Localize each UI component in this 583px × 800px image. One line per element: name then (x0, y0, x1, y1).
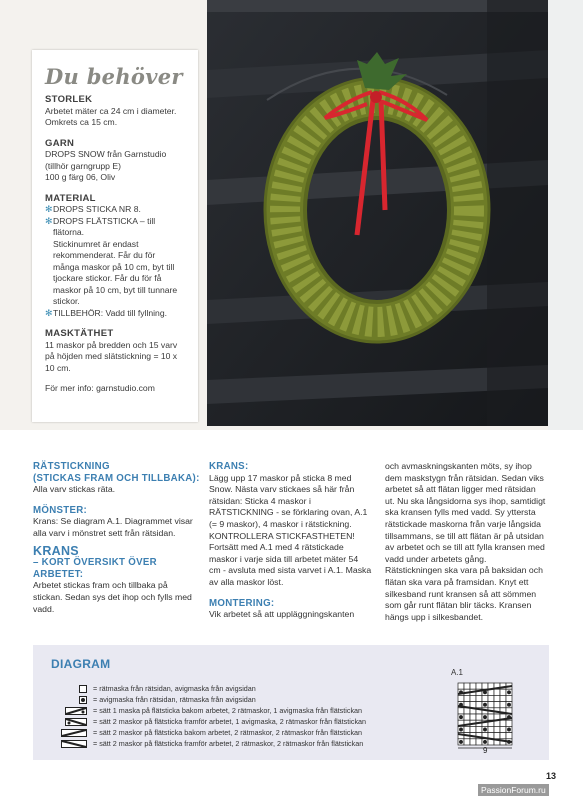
chart-cell (488, 726, 494, 732)
legend-text: = rätmaska från rätsidan, avigmaska från avigsidan (93, 684, 256, 693)
column-3 (385, 461, 550, 623)
body-text: och avmaskningskanten möts, sy ihop (385, 461, 532, 471)
asterisk-icon: ✻ (45, 307, 53, 318)
chart-width-label: 9 (483, 746, 488, 754)
body-text: arbetet så att flätan ligger med rätsidan (385, 484, 536, 495)
size-line: Arbetet mäter ca 24 cm i diameter. (45, 105, 177, 116)
yarn-heading: GARN (45, 137, 75, 149)
materials-card (32, 50, 198, 422)
material-text: stickor. (53, 296, 80, 306)
body-text: ut. Nu ska långsidorna sys ihop, samtidigt (385, 495, 546, 506)
legend-row (51, 694, 441, 705)
body-text: alla varv i mönstret sett från rätsidan. (33, 527, 176, 538)
cable-back-3-icon (51, 707, 93, 715)
body-text: flätan ska vara på framsidan. Knyt ett (385, 576, 529, 587)
chart-cell (506, 720, 512, 726)
body-text: Vik arbetet så att uppläggningskanten (209, 609, 355, 620)
body-text: Alla varv stickas räta. (33, 484, 116, 495)
body-text: Arbetet stickas fram och tillbaka på (33, 580, 168, 591)
body-text: silkesband runt kransen så att sömmen (385, 588, 537, 599)
chart-cell (464, 714, 470, 720)
chart-cell (458, 683, 464, 689)
legend-row (51, 716, 441, 727)
pattern-heading: MÖNSTER: (33, 504, 88, 516)
body-text: rätstickade maskorna från varje långsida (385, 518, 541, 529)
chart-cell (458, 695, 464, 701)
chart-cell (470, 714, 476, 720)
chart-cell (494, 689, 500, 695)
chart-cell (464, 726, 470, 732)
legend-row (51, 727, 441, 738)
chart-cell (488, 714, 494, 720)
chart-cell (488, 702, 494, 708)
chart-cell (470, 702, 476, 708)
yarn-line: DROPS SNOW från Garnstudio (45, 149, 167, 159)
chart-cell (470, 726, 476, 732)
chart-cell (482, 695, 488, 701)
cable-front-3-icon (51, 718, 93, 726)
body-text: stickan. Sedan sys det ihop och fylls med (33, 591, 192, 602)
gauge-line: 10 cm. (45, 362, 71, 373)
legend-row (51, 683, 441, 694)
body-text: Fortsätt med A.1 med 4 rätstickade (209, 542, 344, 553)
chart-cell (464, 683, 470, 689)
page-edge-strip (548, 0, 583, 430)
material-text: flätorna. (53, 227, 85, 237)
material-text: TILLBEHÖR: Vadd till fyllning. (53, 307, 167, 318)
garter-subheading: (STICKAS FRAM OCH TILLBAKA): (33, 472, 200, 484)
body-text: Lägg upp 17 maskor på sticka 8 med (209, 472, 352, 483)
purl-dot (483, 728, 486, 731)
cable-back-4-icon (51, 729, 93, 737)
body-text: cm - avsluta med sista varvet i A.1. Maska (209, 565, 372, 576)
column-1 (33, 461, 203, 615)
material-item (45, 204, 193, 216)
body-text: dem maskstygn från rätsidan. Sedan viks (385, 472, 544, 483)
page-number: 13 (546, 771, 557, 781)
material-text: rekommenderat. Får du för (53, 250, 156, 260)
wreath-heading: KRANS (33, 543, 79, 558)
chart-cell (494, 726, 500, 732)
chart-cell (500, 689, 506, 695)
chart-cell (464, 708, 470, 714)
body-text: RÄTSTICKNING - se förklaring ovan, A.1 (209, 507, 368, 518)
purl-dot (459, 716, 462, 719)
knit-symbol-icon (51, 685, 93, 693)
purl-dot (483, 740, 486, 743)
purl-dot (483, 691, 486, 694)
body-text: som går runt flätan blir täcks. Kransen (385, 600, 532, 611)
purl-dot (507, 691, 510, 694)
chart-cell (494, 702, 500, 708)
chart-cell (476, 714, 482, 720)
legend-text: = avigmaska från rätsidan, rätmaska från avigsidan (93, 695, 256, 704)
material-heading: MATERIAL (45, 192, 96, 204)
diagram-legend (51, 683, 441, 749)
legend-row (51, 705, 441, 716)
material-text: maskor på 10 cm, byt till tunnare (53, 284, 178, 295)
chart-cell (500, 720, 506, 726)
wreath-photo-image (207, 0, 548, 426)
diagram-box (33, 645, 549, 760)
body-text: vadd under arbetets gång. (385, 553, 487, 564)
card-body (45, 94, 193, 395)
cable-front-4-icon (51, 740, 93, 748)
chart-cell (494, 695, 500, 701)
column-2 (209, 461, 381, 621)
chart-label: A.1 (451, 668, 464, 677)
chart-cell (506, 695, 512, 701)
body-text: (= 9 maskor), 4 maskor i rätstickning. (209, 518, 352, 529)
size-heading: STORLEK (45, 94, 93, 105)
garter-heading: RÄTSTICKNING (33, 461, 110, 472)
purl-symbol-icon (51, 696, 93, 704)
body-text: tillsammans, se till att flätan är på utsidan (385, 530, 544, 541)
wreath-instructions-heading: KRANS: (209, 461, 249, 472)
chart-cell (500, 733, 506, 739)
wreath-photo (207, 0, 548, 426)
gauge-heading: MASKTÄTHET (45, 328, 114, 339)
chart-cell (476, 695, 482, 701)
legend-text: = sätt 2 maskor på flätsticka bakom arbetet, 2 rätmaskor, 2 rätmaskor från flätstickan (93, 728, 363, 737)
body-text: ska kransen fylls med vadd. Sy yttersta (385, 507, 536, 518)
knitting-chart-grid (457, 682, 513, 754)
chart-cell (494, 733, 500, 739)
watermark: PassionForum.ru (478, 784, 549, 796)
body-text: Snow. Nästa varv stickaes så här från (209, 484, 355, 495)
asterisk-icon: ✻ (45, 215, 53, 226)
purl-dot (507, 703, 510, 706)
chart-cell (500, 695, 506, 701)
purl-dot (483, 716, 486, 719)
material-item (45, 216, 193, 228)
chart-cell (464, 695, 470, 701)
material-text: många maskor på 10 cm, byt till (53, 261, 175, 272)
chart-cell (476, 726, 482, 732)
chart-cell (476, 739, 482, 745)
card-title: Du behöver (45, 64, 183, 89)
assembly-heading: MONTERING: (209, 597, 275, 609)
purl-dot (483, 703, 486, 706)
chart-cell (500, 702, 506, 708)
material-text: tjockare stickor. Får du för få (53, 273, 162, 283)
material-text: DROPS FLÄTSTICKA – till (53, 215, 156, 226)
chart-cell (476, 702, 482, 708)
chart-cell (464, 739, 470, 745)
material-text: DROPS STICKA NR 8. (53, 204, 141, 214)
material-continuation (45, 227, 193, 308)
asterisk-icon: ✻ (45, 204, 53, 214)
chart-cell (470, 695, 476, 701)
body-text: Krans: Se diagram A.1. Diagrammet visar (33, 516, 193, 527)
chart-cell (500, 726, 506, 732)
legend-text: = sätt 2 maskor på flätsticka framför arbetet, 1 avigmaska, 2 rätmaskor från flätstickan (93, 717, 367, 726)
body-text: av alla maskor löst. (209, 576, 284, 587)
legend-text: = sätt 2 maskor på flätsticka framför arbetet, 2 rätmaskor, 2 rätmaskor från flätstickan (93, 739, 364, 748)
chart-cell (506, 733, 512, 739)
overview-subheading: – KORT ÖVERSIKT ÖVER ARBETET: (33, 557, 157, 580)
chart-cell (458, 708, 464, 714)
legend-text: = sätt 1 maska på flätsticka bakom arbetet, 2 rätmaskor, 1 avigmaska från flätstickan (93, 706, 363, 715)
yarn-line: 100 g färg 06, Oliv (45, 172, 116, 182)
purl-dot (459, 740, 462, 743)
chart-cell (482, 683, 488, 689)
material-item (45, 308, 193, 320)
diagram-title: DIAGRAM (51, 657, 111, 671)
material-text: Stickinumret är endast (53, 238, 139, 249)
gauge-line: på höjden med slätstickning = 10 x (45, 351, 178, 361)
body-text: Rätstickningen ska vara på baksidan och (385, 565, 543, 576)
more-info-link[interactable]: För mer info: garnstudio.com (45, 383, 155, 393)
body-text: KONTROLLERA STICKFASTHETEN! (209, 530, 355, 541)
body-text: av arbetet och se till att fylla kransen med (385, 542, 545, 553)
body-text: rätsidan: Sticka 4 maskor i (209, 495, 311, 506)
body-text: maskor i varje sida till arbetet mäter 54 (209, 553, 359, 564)
knitting-chart-a1 (457, 682, 513, 759)
chart-cell (488, 695, 494, 701)
purl-dot (507, 728, 510, 731)
chart-cell (476, 683, 482, 689)
legend-row (51, 738, 441, 749)
purl-dot (459, 728, 462, 731)
chart-cell (470, 683, 476, 689)
yarn-line: (tillhör garngrupp E) (45, 160, 121, 171)
body-text: hängs upp i silkesbandet. (385, 611, 484, 622)
chart-cell (470, 739, 476, 745)
body-text: vadd. (33, 603, 55, 614)
gauge-line: 11 maskor på bredden och 15 varv (45, 339, 178, 350)
size-line: Omkrets ca 15 cm. (45, 117, 118, 127)
